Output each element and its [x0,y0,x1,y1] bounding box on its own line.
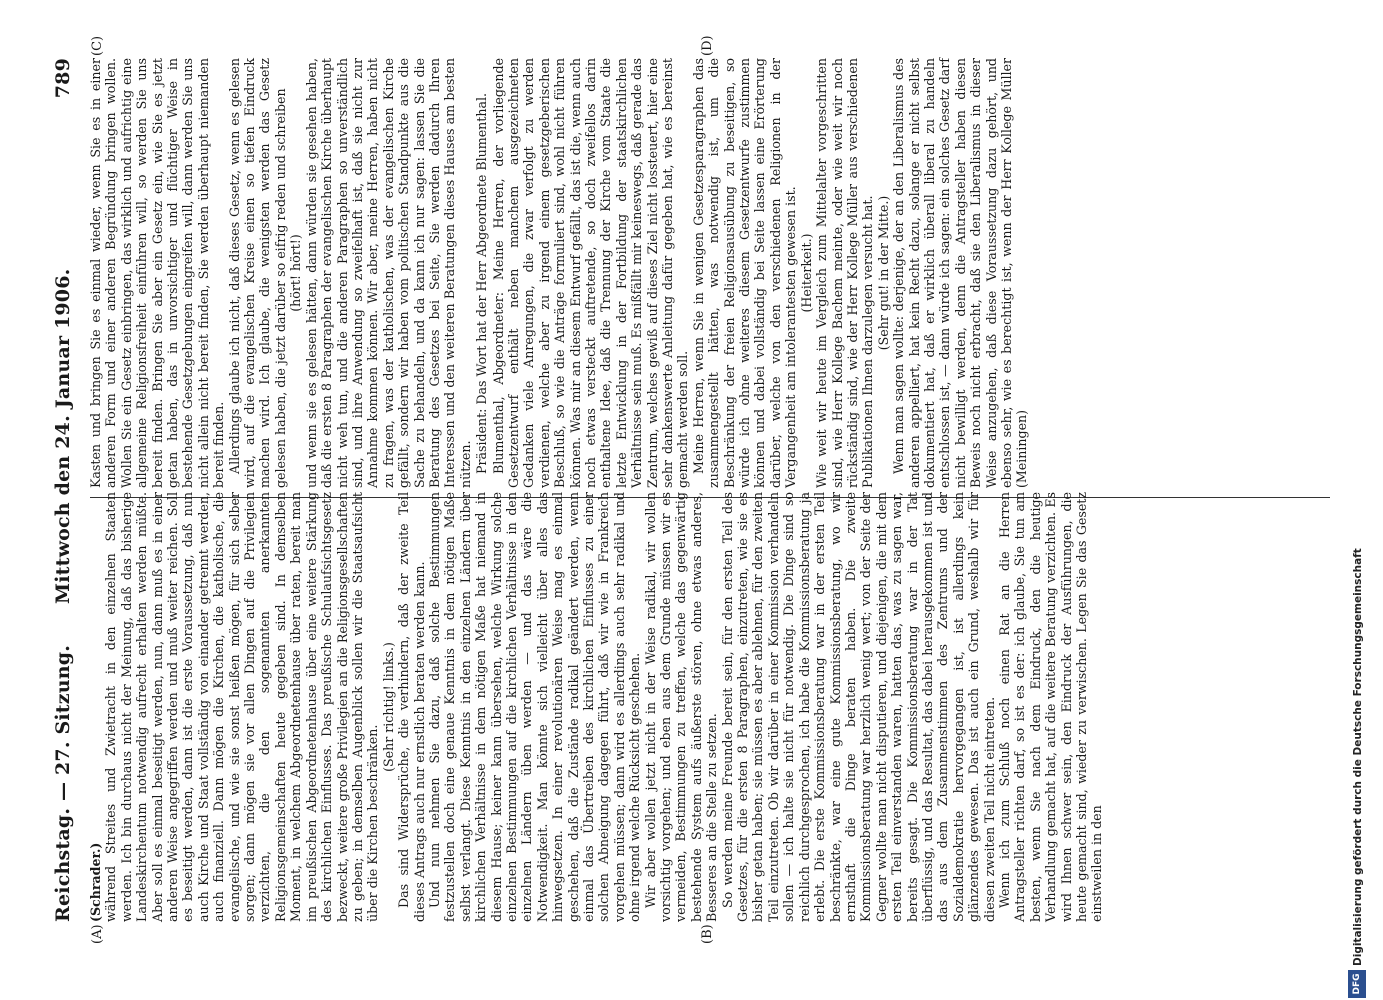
margin-marker-a: (A) [90,924,105,944]
paragraph: Wenn man sagen wollte: derjenige, der an den Liberalismus des anderen appelliert, hat kein Recht dazu, solange er nicht selbst dokumentiert hat, daß er wirklich überall liberal zu handeln entschlossen ist, — dann würde ich sagen: ein solches Gesetz darf nicht bewilligt werden, denn die Antragsteller haben diesen Beweis noch nicht erbracht, daß sie den Liberalismus in dieser Weise anzugehen, daß diese Voraussetzung dazu gehört, und ebenso sehr, wie es berechtigt ist, wenn der Herr Kollege Müller (Meiningen) [891,58,1030,488]
reaction: (Sehr gut! in der Mitte.) [875,195,891,351]
paragraph: und wenn sie es gelesen hätten, dann würden sie gesehen haben, daß die ersten 8 Paragraphen der evangelischen Kirche überhaupt nicht weh tun, und die anderen Paragraphen so unverständlich sind, und ihre Anwendung so zweifelhaft ist, daß sie nicht zur Annahme kommen können. Wir aber, meine Herren, haben nicht zu fragen, was der katholischen, was der evangelischen Kirche gefällt, sondern wir haben vom politischen Standpunkte aus die Sache zu behandeln, und da kann ich nur sagen: lassen Sie die Beratung des Gesetzes bei Seite, Sie werden dadurch Ihren Interessen und den weiteren Beratungen dieses Hauses am besten nützen. [303,58,473,488]
speaker-tag: (Schrader.) [88,842,103,922]
left-column [88,492,1105,922]
dfg-logo: DFG [1348,970,1366,998]
reaction: (Sehr richtig! links.) [380,642,396,772]
speaker-blumenthal: Blumenthal, Abgeordneter: Meine Herren, der vorliegende Gesetzentwurf enthält neben manchem ausgezeichneten Gedanken viele Anregungen, die zwar verfolgt zu werden verdienen, welche aber zu irgend einem gesetzgeberischen Beschluß, so wie die Anträge formuliert sind, wohl nicht führen können. Was mir an diesem Entwurf gefällt, das ist die, wenn auch noch etwas versteckt auftretende, so doch zweifellos darin enthaltene Idee, daß die Trennung der Kirche vom Staate die letzte Entwicklung in der Fortbildung der staatskirchlichen Verhältnisse sein muß. Es mißfällt mir keineswegs, daß gerade das Zentrum, welches gewiß auf dieses Ziel nicht lossteuert, hier eine sehr dankenswerte Anleitung dafür gegeben hat, wie es bereinst gemacht werden soll. [490,58,691,488]
reaction: (Heiterkeit.) [798,233,814,313]
header-left [52,269,74,922]
reaction: (hört! hört!) [288,234,304,312]
right-column [88,58,1030,488]
paragraph: So werden meine Freunde bereit sein, für den ersten Teil des Gesetzes, für die ersten 8 Paragraphen, einzutreten, wie sie es bisher getan haben; sie müssen es aber ablehnen, für den zweiten Teil einzutreten. Ob wir darüber in einer Kommission verhandeln sollen — ich halte sie nicht für notwendig. Die Dinge sind so reichlich durchgesprochen, ich habe die Kommissionsberatung ja erlebt. Die erste Kommissionsberatung war in der ersten Teil beschränkte, war eine gute Kommissionsberatung, wo wir ernsthaft die Dinge beraten haben. Die zweite Kommissionsberatung war herzlich wenig wert; von der Seite der Gegner wollte man nicht disputieren, und diejenigen, die mit dem ersten Teil einverstanden waren, hatten das, was zu sagen war, bereits gesagt. Die Kommissionsberatung war in der Tat überflüssig, und das Resultat, das dabei herausgekommen ist und das aus dem Zusammenstimmen des Zentrums und der Sozialdemokratie hervorgegangen ist, ist allerdings kein glänzendes gewesen. Das ist auch ein Grund, weshalb wir für diesen zweiten Teil nicht eintreten. [719,492,997,922]
margin-marker-b: (B) [700,924,715,944]
president-statement: Präsident: Das Wort hat der Herr Abgeordnete Blumenthal. [474,93,490,474]
paragraph: Allerdings glaube ich nicht, daß dieses Gesetz, wenn es gelesen wird, auf die evangelischen Kreise einen so tiefen Eindruck machen wird. Ich glaube, die wenigsten werden das Gesetz gelesen haben, die jetzt darüber so eifrig reden und schreiben [226,58,288,488]
session-title: Reichstag. — 27. Sitzung. [52,644,74,922]
paragraph: Kasten und bringen Sie es einmal wieder, wenn Sie es in einer anderen Form und einer anderen Begründung bringen wollen. Wollen Sie ein Gesetz einbringen, das wirklich und aufrichtig eine allgemeine Religionsfreiheit einführen will, so werden Sie uns bereit finden. Bringen Sie aber ein Gesetz ein, wie Sie es jetzt getan haben, das in unvorsichtiger und flüchtiger Weise in bestehende Gesetzgebungen eingreifen will, dann werden Sie uns nicht allein nicht bereit finden, Sie werden überhaupt niemanden bereit finden. [88,58,227,488]
paragraph: Meine Herren, wenn Sie in wenigen Gesetzesparagraphen das zusammengestellt hätten, was notwendig ist, um die Beschränkung der freien Religionsausübung zu beseitigen, so würde ich ohne weiteres diesem Gesetzentwurfe zustimmen können und dabei vollständig bei Seite lassen eine Erörterung darüber, welche von den verschiedenen Religionen in der Vergangenheit am intolerantesten gewesen ist. [690,58,799,488]
digitization-watermark: Digitalisierung gefördert durch die Deutsche Forschungsgemeinschaft [1352,548,1364,966]
paragraph: Und nun nehmen Sie dazu, daß solche Bestimmungen festzustellen doch eine genaue Kenntnis in dem nötigen Maße selbst verlangt. Diese Kenntnis in den einzelnen Ländern über kirchlichen Verhältnisse in dem nötigen Maße hat niemand in diesem Hause; keiner kann übersehen, welche Wirkung solche einzelnen Bestimmungen auf die kirchlichen Verhältnisse in den einzelnen Ländern üben werden — und das wäre die Notwendigkeit. Man könnte sich vielleicht über alles das hinwegsetzen. In einer revolutionären Weise mag es einmal geschehen, daß die Zustände radikal geändert werden, wenn einmal das Übertreiben des kirchlichen Einflusses zu einer solchen Abneigung dagegen führt, daß wir wie in Frankreich vorgehen müssen; dann wird es allerdings auch sehr radikal und ohne irgend welche Rücksicht geschehen. [426,492,643,922]
margin-marker-d: (D) [700,35,715,56]
paragraph: Wenn ich zum Schluß noch einen Rat an die Herren Antragsteller richten darf, so ist es der: ich glaube, Sie tun am besten, wenn Sie nach dem Eindruck, den die heutige Verhandlung gemacht hat, auf die weitere Beratung verzichten. Es wird Ihnen schwer sein, den Eindruck der Ausführungen, die heute gemacht sind, wieder zu verwischen. Legen Sie das Gesetz einstweilen in den [996,492,1105,922]
paragraph: Das sind Widersprüche, die verhindern, daß der zweite Teil dieses Antrags auch nur ernstlich beraten werden kann. [396,492,427,922]
paragraph: Wie weit wir heute im Vergleich zum Mittelalter vorgeschritten sind, wie Herr Kollege Bachem meinte, oder wie weit wir noch rückständig sind, wie der Herr Kollege Müller aus verschiedenen Publikationen Ihnen darzulegen versucht hat. [814,58,876,488]
page-number: 789 [52,58,74,99]
session-date: Mittwoch den 24. Januar 1906. [52,268,74,604]
page-header [52,58,82,922]
paragraph: Wir aber wollen jetzt nicht in der Weise radikal, wir wollen vorsichtig vorgehen; und eben aus dem Grunde müssen wir es vermeiden, Bestimmungen zu treffen, welche das gegenwärtig bestehende System aufs äußerste stören, ohne etwas anderes, Besseres an die Stelle zu setzen. [642,492,720,922]
paragraph: während Streites und Zwietracht in den einzelnen Staaten werden. Ich bin durchaus nicht der Meinung, daß das bisherige Landeskirchentum notwendig aufrecht erhalten werden müßte. Aber soll es einmal beseitigt werden, nun, dann muß es in einer anderen Weise angegriffen werden und muß weiter reichen. Soll es beseitigt werden, dann ist die erste Voraussetzung, daß nun auch Kirche und Staat vollständig von einander getrennt werden, auch finanziell. Dann mögen die Kirchen, die katholische, die evangelische, und wie sie sonst heißen mögen, für sich selber sorgen; dann mögen sie vor allen Dingen auf die Privilegien verzichten, die den sogenannten anerkannten Religionsgemeinschaften heute gegeben sind. In demselben Moment, in welchem Abgeordnetenhause über raten, bereit man im preußischen Abgeordnetenhause über eine weitere Stärkung des kirchlichen Einflusses. Das preußische Schulaufsichtsgesetz bezweckt, weitere große Privilegien an die Religionsgesellschaften zu geben; in demselben Augenblick sollen wir die Staatsaufsicht über die Kirchen beschränken. [103,492,381,922]
margin-marker-c: (C) [90,35,105,56]
